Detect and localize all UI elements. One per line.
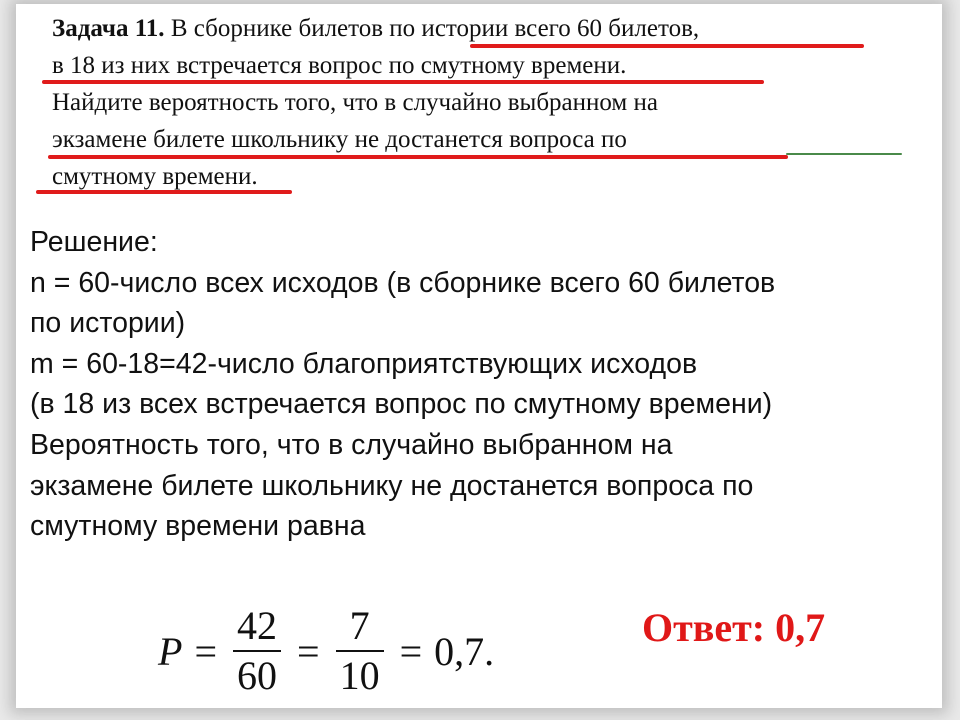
formula-result: 0,7. [434,628,495,674]
task-text-1: В сборнике билетов по истории всего 60 билетов, [164,15,700,42]
fraction-1-denominator: 60 [237,653,277,698]
formula-equals-2: = [297,628,320,674]
underline-mark-3-extension [786,153,902,155]
underline-mark-2 [42,80,764,84]
task-label: Задача 11. [52,15,165,42]
task-statement [52,10,912,195]
formula-equals-1: = [194,628,217,674]
solution-line-6: экзамене билете школьнику не достанется вопроса по [30,469,754,502]
task-line-2: в 18 из них встречается вопрос по смутному времени. [52,52,627,79]
solution-line-4: (в 18 из всех встречается вопрос по смутному времени) [30,388,773,421]
probability-formula [158,603,495,698]
solution-line-7: смутному времени равна [30,510,366,543]
underline-mark-1 [470,44,864,48]
solution-heading: Решение: [30,226,158,258]
task-line-4: экзамене билете школьнику не достанется вопроса по [52,126,627,153]
fraction-1-bar [233,650,281,652]
fraction-2-bar [336,650,384,652]
fraction-2-denominator: 10 [339,653,380,698]
solution-line-2: по истории) [30,307,186,340]
task-line-1 [52,10,912,47]
answer: Ответ: 0,7 [642,605,826,650]
task-line-5: смутному времени. [52,163,258,190]
fraction-2-numerator: 7 [349,603,370,648]
formula-variable: P [158,628,183,674]
solution-line-1: n = 60-число всех исходов (в сборнике всего 60 билетов [30,266,776,299]
fraction-1 [233,603,281,698]
solution [30,222,930,547]
solution-line-3: m = 60-18=42-число благоприятствующих исходов [30,347,698,380]
underline-mark-3 [48,155,788,159]
fraction-2 [336,603,384,698]
underline-mark-4 [36,190,292,194]
fraction-1-numerator: 42 [237,603,277,648]
task-line-3: Найдите вероятность того, что в случайно выбранном на [52,89,658,116]
formula-equals-3: = [399,628,423,674]
solution-line-5: Вероятность того, что в случайно выбранном на [30,428,673,461]
